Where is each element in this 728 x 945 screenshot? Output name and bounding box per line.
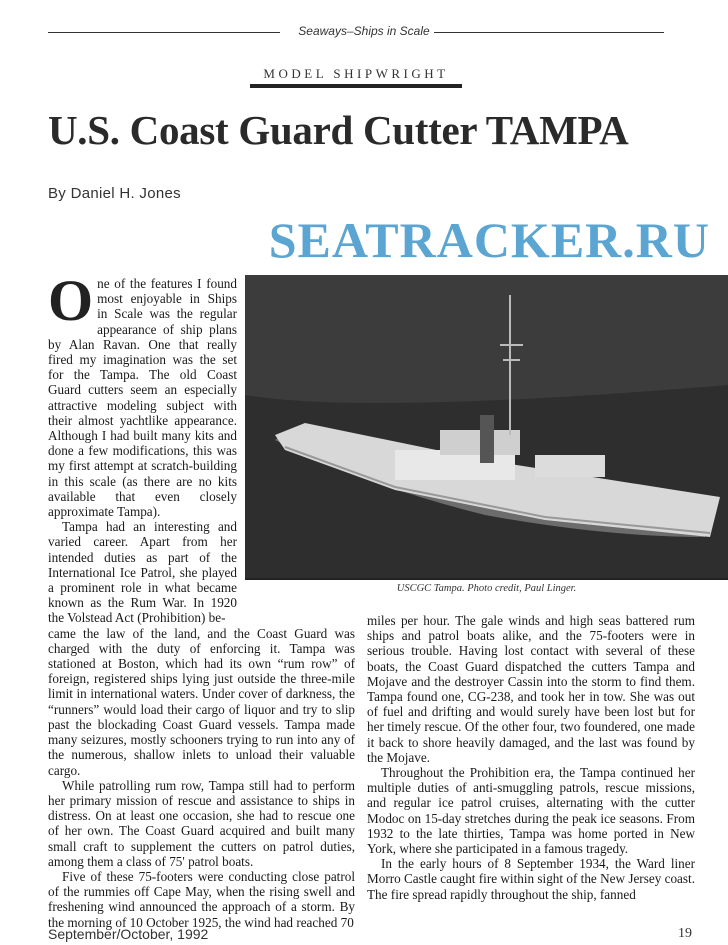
section-label: MODEL SHIPWRIGHT (263, 66, 449, 81)
watermark-logo: SEATRACKER.RU (268, 212, 710, 268)
paragraph: Throughout the Prohibition era, the Tampa continued her multiple duties of anti-smuggling patrols, rescue missions, and regular ice patrol cruises, alternating with the cutter Modoc on 15-day stretches during the peak ice seasons. From 1932 to the late thirties, Tampa was home ported in New York, where she participated in a famous tragedy. (367, 765, 695, 857)
running-head (0, 24, 728, 38)
running-head-text: Seaways–Ships in Scale (294, 24, 433, 38)
funnel (480, 415, 494, 463)
paragraph-text: ne of the features I found most enjoyable in Ships in Scale was the regular appearance of ship plans by Alan Ravan. One that really fired my imagination was the set for the Tampa. The old Coast Guard cutters seem an especially attractive modeling subject with their almost yachtlike appearance. Although I had built many kits and done a few modifications, this was my first attempt at scratch-building in this scale (as there are no kits available that even closely approximate Tampa). (48, 276, 237, 520)
paragraph: Tampa had an interesting and varied career. Apart from her intended duties as part of the International Ice Patrol, she played a prominent role in what became known as the Rum War. In 1920 the Volstead Act (Prohibition) be- (48, 519, 237, 626)
ship-photo (245, 275, 728, 578)
photo-bottom-rule (245, 578, 728, 580)
paragraph: While patrolling rum row, Tampa still had to perform her primary mission of rescue and assistance to ships in distress. On at least one occasion, she had to rescue one of her own. The Coast Guard acquired and built many small craft to supplement the cutters on patrol duties, among them a class of 75' patrol boats. (48, 777, 355, 869)
footer-date: September/October, 1992 (48, 926, 209, 942)
paragraph: In the early hours of 8 September 1934, the Ward liner Morro Castle caught fire within sight of the New Jersey coast. The fire spread rapidly throughout the ship, fanned (367, 856, 695, 902)
paragraph: miles per hour. The gale winds and high seas battered rum ships and patrol boats alike, and the 75-footers were in serious trouble. Having lost contact with several of these boats, the Coast Guard dispatched the cutters Tampa and Mojave and the destroyer Cassin into the storm to find them. Tampa found one, CG-238, and took her in tow. She was out of fuel and drifting and would surely have been lost but for her timely rescue. Of the other four, two foundered, one made it back to shore heavily damaged, and the last was found by the Mojave. (367, 613, 695, 765)
page-number: 19 (678, 926, 692, 941)
section-bar (250, 84, 462, 88)
article-title: U.S. Coast Guard Cutter TAMPA (48, 107, 629, 153)
byline: By Daniel H. Jones (48, 185, 181, 202)
column-right (367, 613, 695, 902)
ship-model-image (245, 275, 728, 578)
paragraph: came the law of the land, and the Coast Guard was charged with the duty of enforcing it. Tampa was stationed at Boston, which had its own “rum row” of foreign, registered ships lying just outside the three-mile limit in international waters. Under cover of darkness, the “runners” would load their cargo of liquor and try to slip past the blockading Coast Guard vessels. Tampa made many seizures, mostly schooners trying to run into any of the numerous, shallow inlets to unload their valuable cargo. (48, 625, 355, 778)
photo-caption: USCGC Tampa. Photo credit, Paul Linger. (396, 583, 577, 594)
paragraph: Five of these 75-footers were conducting close patrol of the rummies off Cape May, when the rising swell and freshening wind announced the approach of a storm. By the morning of 10 October 1925, the wind had reached 70 (48, 868, 355, 930)
drop-cap: O (48, 268, 94, 333)
